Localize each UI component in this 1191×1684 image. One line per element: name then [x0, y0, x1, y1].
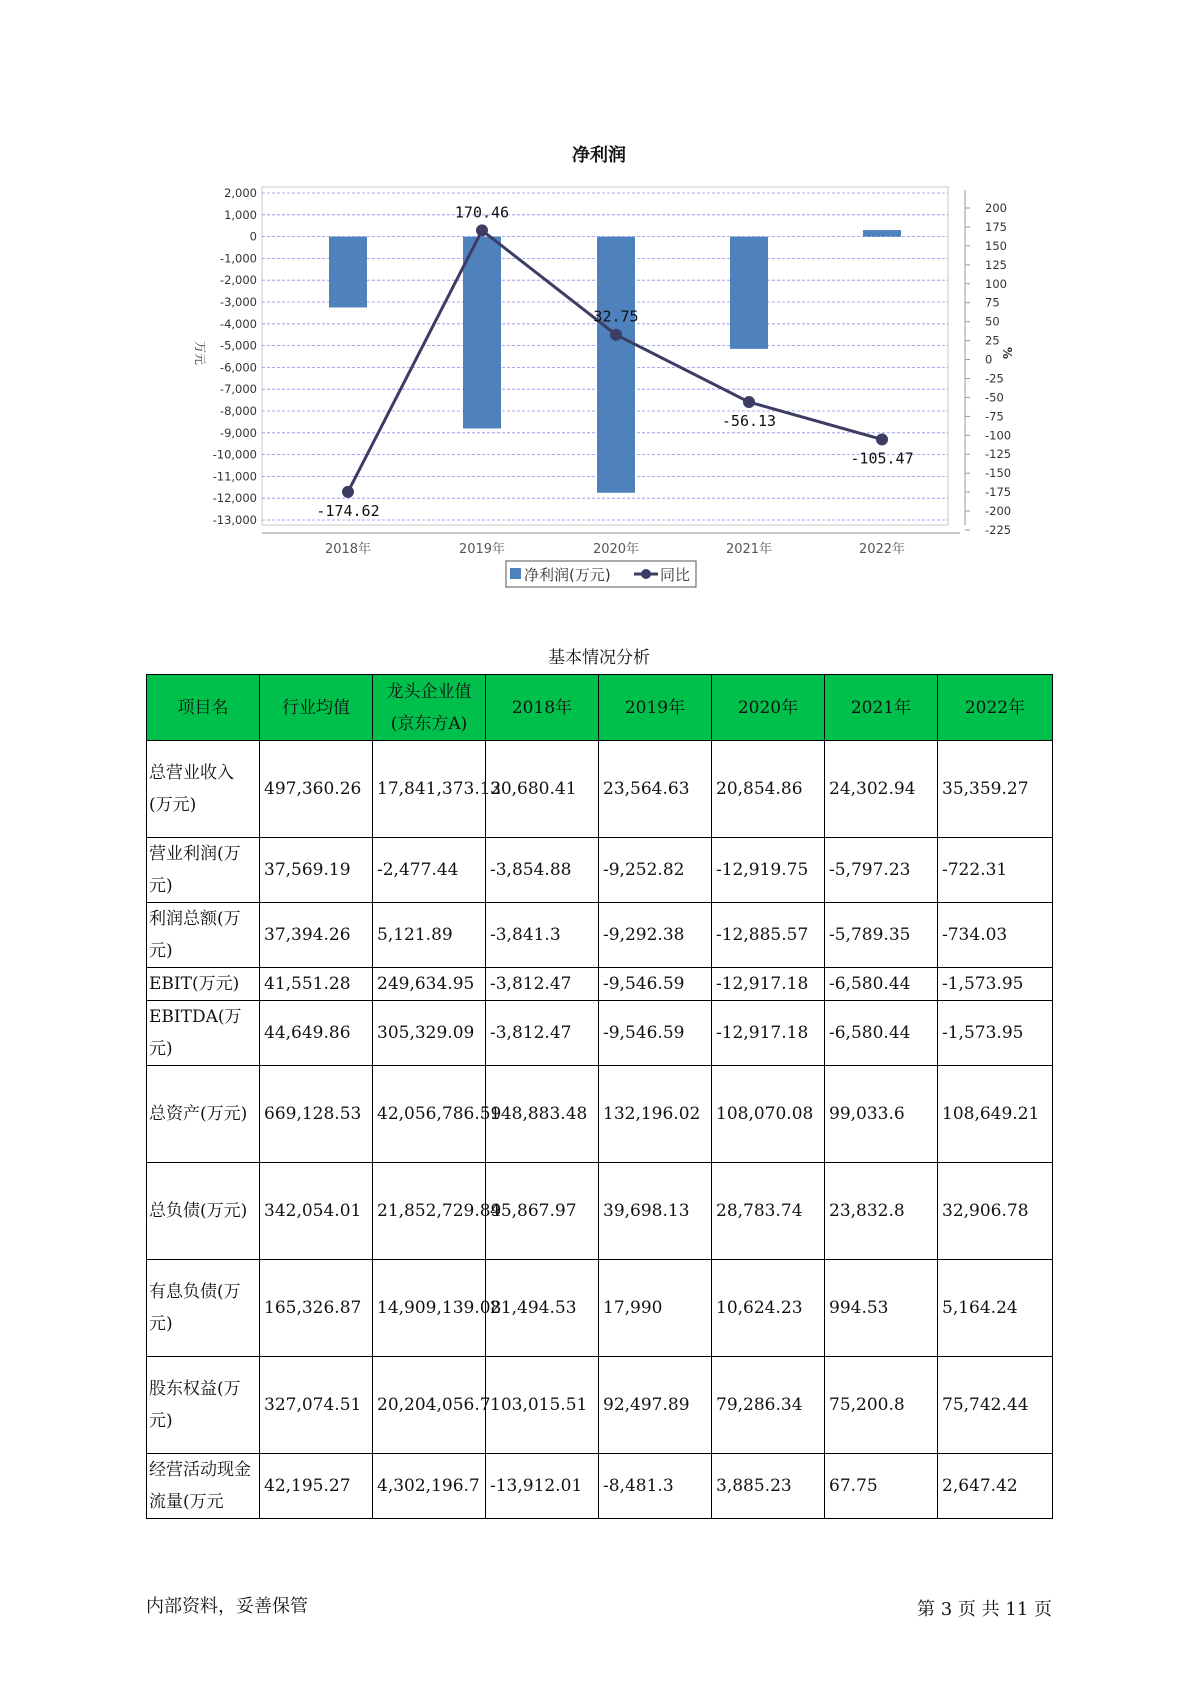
table-cell: -12,919.75 [712, 838, 825, 903]
left-tick-label: -8,000 [219, 404, 257, 418]
footer-page-number: 第 3 页 共 11 页 [917, 1599, 1052, 1620]
right-tick-label: 50 [985, 314, 1000, 329]
right-axis-label: % [1000, 346, 1014, 360]
yoy-point [476, 224, 488, 236]
x-tick-label: 2020年 [592, 542, 640, 557]
table-cell: -5,789.35 [825, 903, 938, 968]
table-cell: 148,883.48 [486, 1066, 599, 1163]
table-cell: -12,917.18 [712, 968, 825, 1001]
table-cell: -6,580.44 [825, 968, 938, 1001]
yoy-data-label: -56.13 [721, 412, 777, 431]
chart-canvas [0, 0, 1191, 600]
table-row [147, 741, 1053, 838]
table-cell: 28,783.74 [712, 1163, 825, 1260]
right-tick-label: 150 [985, 238, 1007, 253]
right-tick-label: -125 [985, 447, 1012, 462]
right-tick-label: 125 [985, 257, 1007, 272]
table-cell: -3,841.3 [486, 903, 599, 968]
table-cell: 99,033.6 [825, 1066, 938, 1163]
table-cell: -9,546.59 [599, 968, 712, 1001]
right-tick-label: -50 [985, 390, 1004, 405]
net-profit-chart [0, 0, 1191, 600]
table-cell: 132,196.02 [599, 1066, 712, 1163]
x-tick-label: 2022年 [858, 542, 906, 557]
left-axis-label: 万元 [193, 340, 207, 366]
header-industry-avg: 行业均值 [260, 675, 373, 741]
table-cell: 23,832.8 [825, 1163, 938, 1260]
right-tick-label: 75 [985, 295, 1000, 310]
header-2021: 2021年 [825, 675, 938, 741]
table-cell: -1,573.95 [938, 1001, 1053, 1066]
table-cell: 165,326.87 [260, 1260, 373, 1357]
row-label-cell: 总负债(万元) [147, 1163, 260, 1260]
table-cell: 24,302.94 [825, 741, 938, 838]
yoy-point [342, 486, 354, 498]
yoy-data-label: 32.75 [593, 307, 639, 326]
left-tick-label: 2,000 [224, 186, 257, 200]
table-row [147, 838, 1053, 903]
footer-confidential-note: 内部资料，妥善保管 [146, 1596, 308, 1617]
left-tick-label: -13,000 [212, 513, 257, 527]
left-tick-label: -6,000 [219, 360, 257, 375]
row-label-cell: 营业利润(万元) [147, 838, 260, 903]
bar-2018年 [329, 237, 367, 308]
right-tick-label: 100 [985, 276, 1007, 291]
table-cell: -3,812.47 [486, 968, 599, 1001]
right-tick-label: -25 [985, 371, 1004, 386]
yoy-data-label: 170.46 [454, 203, 510, 222]
table-cell: 108,649.21 [938, 1066, 1053, 1163]
table-cell: 305,329.09 [373, 1001, 486, 1066]
table-cell: -9,252.82 [599, 838, 712, 903]
table-body [147, 741, 1053, 1519]
table-cell: 4,302,196.7 [373, 1454, 486, 1519]
left-tick-label: 1,000 [224, 207, 257, 222]
table-cell: -1,573.95 [938, 968, 1053, 1001]
left-tick-label: -5,000 [219, 338, 257, 353]
table-cell: 37,394.26 [260, 903, 373, 968]
left-tick-label: -10,000 [212, 447, 257, 462]
table-cell: -9,546.59 [599, 1001, 712, 1066]
x-tick-label: 2018年 [324, 542, 372, 557]
left-tick-label: -2,000 [219, 273, 257, 288]
header-2020: 2020年 [712, 675, 825, 741]
table-cell: 5,164.24 [938, 1260, 1053, 1357]
chart-title: 净利润 [572, 145, 626, 166]
legend-line-marker [641, 569, 651, 579]
row-label-cell: 总资产(万元) [147, 1066, 260, 1163]
table-cell: 10,624.23 [712, 1260, 825, 1357]
row-label-cell: EBITDA(万元) [147, 1001, 260, 1066]
row-label-cell: 经营活动现金流量(万元 [147, 1454, 260, 1519]
row-label-cell: 利润总额(万元) [147, 903, 260, 968]
table-cell: 2,647.42 [938, 1454, 1053, 1519]
table-cell: 75,742.44 [938, 1357, 1053, 1454]
header-2018: 2018年 [486, 675, 599, 741]
right-tick-label: -75 [985, 409, 1004, 424]
x-tick-label: 2021年 [725, 542, 773, 557]
table-cell: 42,195.27 [260, 1454, 373, 1519]
right-tick-label: -200 [985, 504, 1012, 519]
right-tick-label: 0 [985, 352, 993, 367]
table-cell: 14,909,139.08 [373, 1260, 486, 1357]
table-cell: -6,580.44 [825, 1001, 938, 1066]
x-tick-label: 2019年 [458, 542, 506, 557]
table-row [147, 1454, 1053, 1519]
left-axis [213, 186, 257, 527]
table-cell: -3,854.88 [486, 838, 599, 903]
table-cell: 994.53 [825, 1260, 938, 1357]
header-2022: 2022年 [938, 675, 1053, 741]
legend-bar-swatch [510, 568, 521, 579]
table-cell: -734.03 [938, 903, 1053, 968]
yoy-point [610, 329, 622, 341]
legend-bar-label: 净利润(万元) [524, 566, 611, 584]
table-cell: 37,569.19 [260, 838, 373, 903]
table-caption: 基本情况分析 [548, 648, 650, 668]
left-tick-label: -1,000 [219, 251, 257, 266]
table-cell: -3,812.47 [486, 1001, 599, 1066]
right-axis [965, 190, 1011, 537]
basic-analysis-table [146, 674, 1053, 1519]
table-row [147, 1260, 1053, 1357]
table-cell: 30,680.41 [486, 741, 599, 838]
left-tick-label: -3,000 [219, 295, 257, 309]
table-cell: 41,551.28 [260, 968, 373, 1001]
table-cell: 44,649.86 [260, 1001, 373, 1066]
yoy-data-label: -174.62 [316, 501, 380, 520]
table-cell: 35,359.27 [938, 741, 1053, 838]
table-cell: 342,054.01 [260, 1163, 373, 1260]
left-tick-label: -12,000 [212, 491, 257, 506]
table-cell: -2,477.44 [373, 838, 486, 903]
row-label-cell: EBIT(万元) [147, 968, 260, 1001]
header-2019: 2019年 [599, 675, 712, 741]
table-cell: 669,128.53 [260, 1066, 373, 1163]
table-cell: 23,564.63 [599, 741, 712, 838]
right-tick-label: -150 [985, 466, 1012, 481]
table-cell: 39,698.13 [599, 1163, 712, 1260]
left-tick-label: -9,000 [219, 425, 257, 440]
right-tick-label: -100 [985, 428, 1012, 443]
table-header-row [147, 675, 1053, 741]
table-cell: 20,204,056.7 [373, 1357, 486, 1454]
table-cell: 497,360.26 [260, 741, 373, 838]
row-label-cell: 有息负债(万元) [147, 1260, 260, 1357]
table-cell: -722.31 [938, 838, 1053, 903]
x-axis [262, 533, 960, 557]
table-cell: 103,015.51 [486, 1357, 599, 1454]
right-tick-label: 25 [985, 333, 1000, 348]
table-cell: 42,056,786.59 [373, 1066, 486, 1163]
left-tick-label: -11,000 [212, 469, 257, 484]
table-cell: 32,906.78 [938, 1163, 1053, 1260]
right-tick-label: 175 [985, 219, 1007, 234]
table-cell: 67.75 [825, 1454, 938, 1519]
table-cell: 21,494.53 [486, 1260, 599, 1357]
header-leader-value: 龙头企业值(京东方A) [373, 675, 486, 741]
table-row [147, 1066, 1053, 1163]
bar-2022年 [863, 230, 901, 237]
table-cell: 21,852,729.89 [373, 1163, 486, 1260]
row-label-cell: 股东权益(万元) [147, 1357, 260, 1454]
legend-line-label: 同比 [660, 566, 691, 584]
table-row [147, 1163, 1053, 1260]
table-cell: -8,481.3 [599, 1454, 712, 1519]
header-item-name: 项目名 [147, 675, 260, 741]
table-cell: 5,121.89 [373, 903, 486, 968]
table-cell: 3,885.23 [712, 1454, 825, 1519]
right-tick-label: -225 [985, 523, 1012, 537]
table-cell: 79,286.34 [712, 1357, 825, 1454]
table-cell: -9,292.38 [599, 903, 712, 968]
table-cell: 17,990 [599, 1260, 712, 1357]
table-cell: -5,797.23 [825, 838, 938, 903]
table-row [147, 968, 1053, 1001]
table-cell: 75,200.8 [825, 1357, 938, 1454]
bar-2019年 [463, 237, 501, 429]
yoy-point [876, 433, 888, 445]
left-tick-label: 0 [249, 229, 257, 244]
table-cell: -12,885.57 [712, 903, 825, 968]
table-row [147, 1357, 1053, 1454]
table-cell: 108,070.08 [712, 1066, 825, 1163]
table-cell: 17,841,373.12 [373, 741, 486, 838]
left-tick-label: -7,000 [219, 382, 257, 397]
table-row [147, 903, 1053, 968]
bar-2021年 [730, 237, 768, 349]
row-label-cell: 总营业收入(万元) [147, 741, 260, 838]
table-cell: 327,074.51 [260, 1357, 373, 1454]
table-cell: 92,497.89 [599, 1357, 712, 1454]
table-row [147, 1001, 1053, 1066]
bar-2020年 [597, 237, 635, 493]
right-tick-label: 200 [985, 201, 1007, 215]
table-cell: -12,917.18 [712, 1001, 825, 1066]
table-cell: 45,867.97 [486, 1163, 599, 1260]
table-cell: 249,634.95 [373, 968, 486, 1001]
yoy-point [743, 396, 755, 408]
yoy-data-label: -105.47 [850, 449, 914, 468]
table-cell: 20,854.86 [712, 741, 825, 838]
right-tick-label: -175 [985, 485, 1012, 500]
left-tick-label: -4,000 [219, 316, 257, 331]
table-cell: -13,912.01 [486, 1454, 599, 1519]
legend [506, 561, 696, 587]
